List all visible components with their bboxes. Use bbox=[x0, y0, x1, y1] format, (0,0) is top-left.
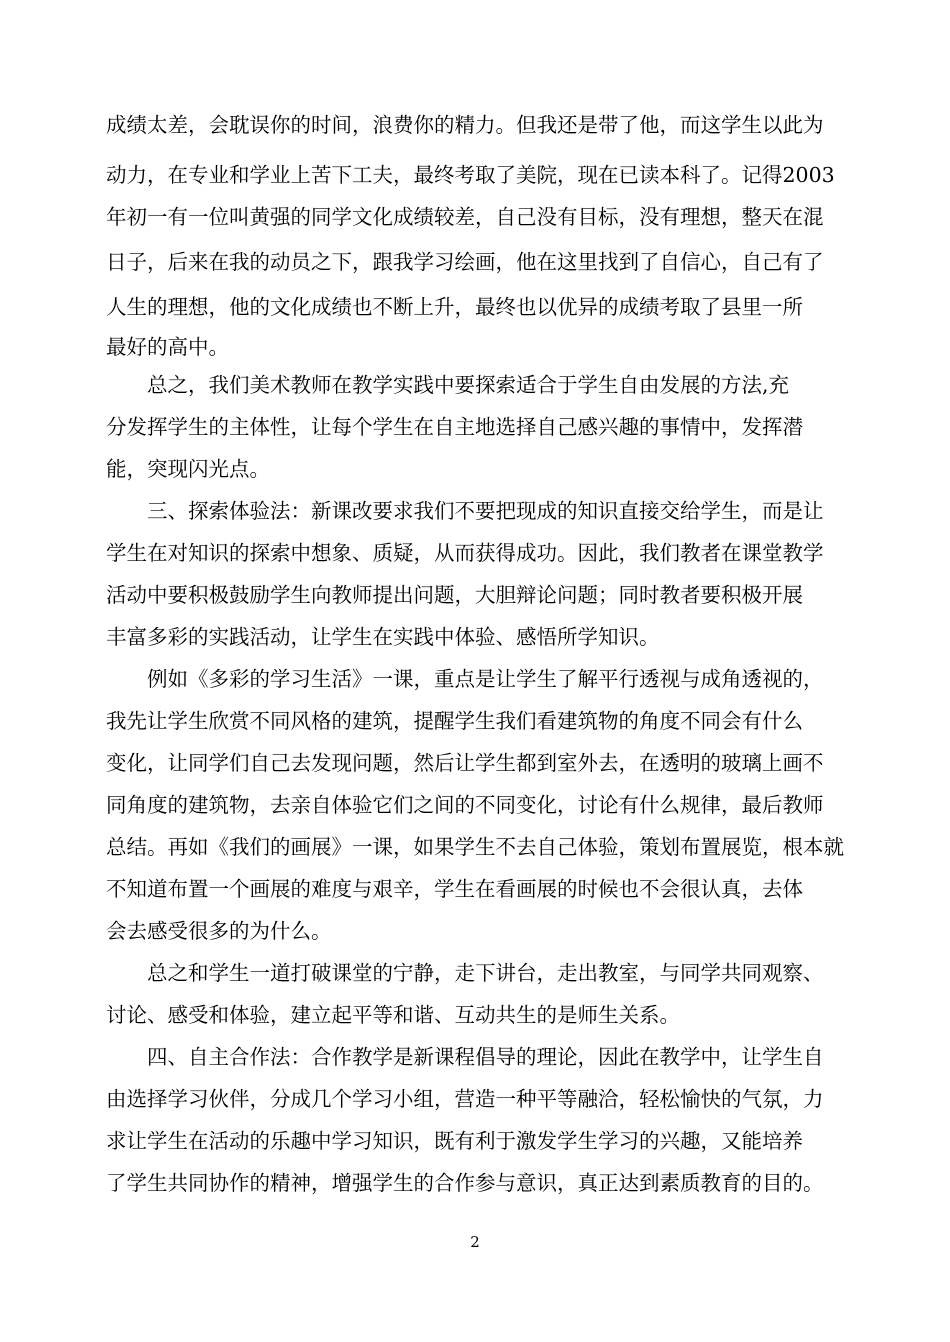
text-line: 同角度的建筑物，去亲自体验它们之间的不同变化，讨论有什么规律，最后教师 bbox=[106, 793, 824, 817]
text-line: 能，突现闪光点。 bbox=[106, 457, 270, 481]
paragraph-first-line: 总之和学生一道打破课堂的宁静，走下讲台，走出教室，与同学共同观察、 bbox=[147, 961, 824, 985]
text-line: 活动中要积极鼓励学生向教师提出问题，大胆辩论问题；同时教者要积极开展 bbox=[106, 583, 803, 607]
text-line: 讨论、感受和体验，建立起平等和谐、互动共生的是师生关系。 bbox=[106, 1003, 680, 1027]
text-line: 我先让学生欣赏不同风格的建筑，提醒学生我们看建筑物的角度不同会有什么 bbox=[106, 709, 803, 733]
text-line: 日子，后来在我的动员之下，跟我学习绘画，他在这里找到了自信心，自己有了 bbox=[106, 250, 824, 274]
text-line: 会去感受很多的为什么。 bbox=[106, 919, 332, 943]
text-line: 不知道布置一个画展的难度与艰辛，学生在看画展的时候也不会很认真，去体 bbox=[106, 877, 803, 901]
text-line: 成绩太差，会耽误你的时间，浪费你的精力。但我还是带了他，而这学生以此为 bbox=[106, 113, 824, 137]
text-line: 年初一有一位叫黄强的同学文化成绩较差，自己没有目标，没有理想，整天在混 bbox=[106, 205, 824, 229]
text-line: 人生的理想，他的文化成绩也不断上升，最终也以优异的成绩考取了县里一所 bbox=[106, 295, 803, 319]
text-line: 分发挥学生的主体性，让每个学生在自主地选择自己感兴趣的事情中，发挥潜 bbox=[106, 415, 803, 439]
text-line: 变化，让同学们自己去发现问题，然后让学生都到室外去，在透明的玻璃上画不 bbox=[106, 751, 824, 775]
text-line: 最好的高中。 bbox=[106, 335, 229, 359]
paragraph-first-line: 例如《多彩的学习生活》一课，重点是让学生了解平行透视与成角透视的， bbox=[147, 667, 824, 691]
text-line: 由选择学习伙伴，分成几个学习小组，营造一种平等融洽，轻松愉快的气氛，力 bbox=[106, 1087, 824, 1111]
text-line: 动力，在专业和学业上苦下工夫，最终考取了美院，现在已读本科了。记得2003 bbox=[106, 163, 835, 187]
section-heading-line: 四、自主合作法：合作教学是新课程倡导的理论，因此在教学中，让学生自 bbox=[147, 1045, 824, 1069]
text-line: 学生在对知识的探索中想象、质疑，从而获得成功。因此，我们教者在课堂教学 bbox=[106, 541, 824, 565]
text-line: 总结。再如《我们的画展》一课，如果学生不去自己体验，策划布置展览，根本就 bbox=[106, 835, 844, 859]
text-line: 丰富多彩的实践活动，让学生在实践中体验、感悟所学知识。 bbox=[106, 625, 660, 649]
paragraph-first-line: 总之，我们美术教师在教学实践中要探索适合于学生自由发展的方法,充 bbox=[147, 373, 790, 397]
section-heading-line: 三、探索体验法：新课改要求我们不要把现成的知识直接交给学生，而是让 bbox=[147, 499, 824, 523]
text-line: 求让学生在活动的乐趣中学习知识，既有利于激发学生学习的兴趣，又能培养 bbox=[106, 1129, 803, 1153]
page-number: 2 bbox=[470, 1233, 480, 1251]
text-line: 了学生共同协作的精神，增强学生的合作参与意识，真正达到素质教育的目的。 bbox=[106, 1171, 824, 1195]
